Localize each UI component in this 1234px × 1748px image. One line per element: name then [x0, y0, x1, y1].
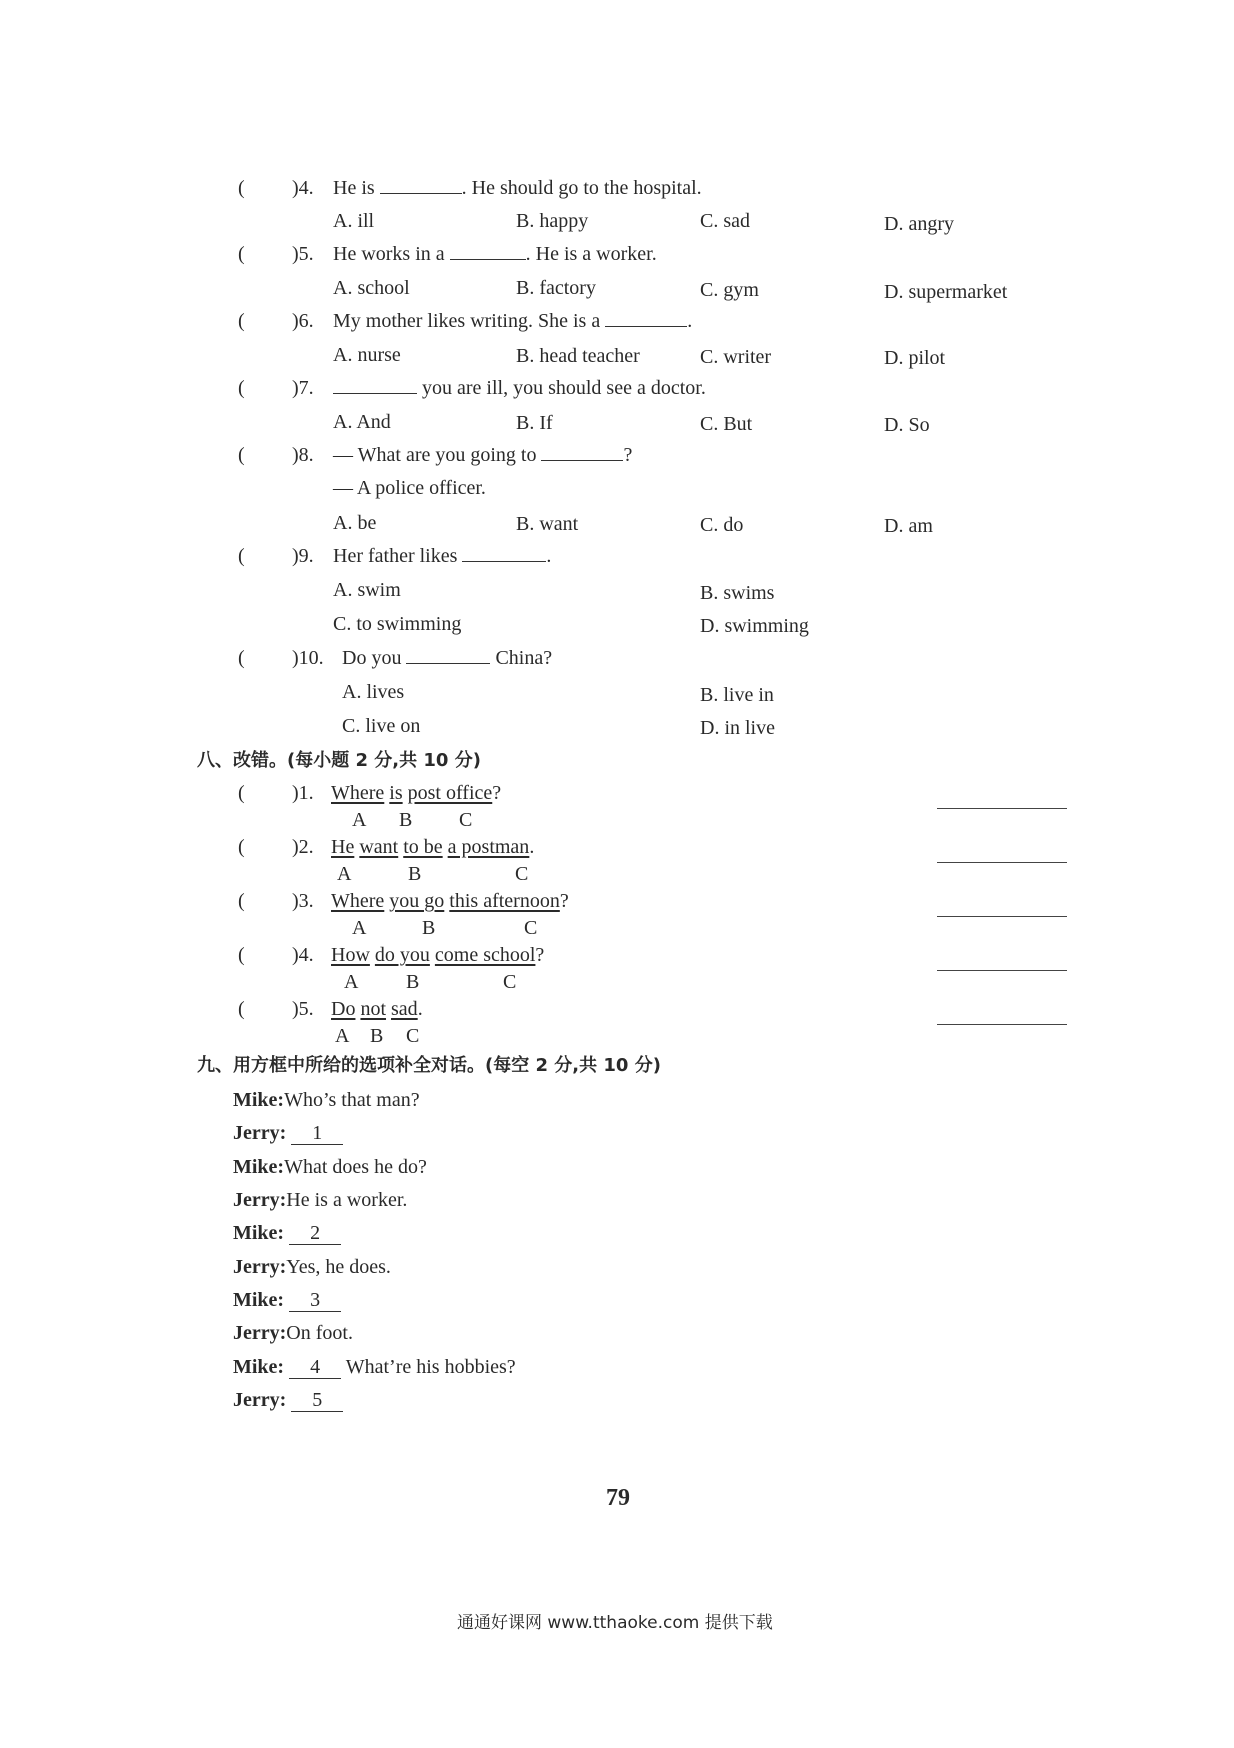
option-d: D. supermarket — [884, 281, 1008, 303]
label-b: B — [422, 917, 436, 939]
item-number: )2. — [292, 836, 314, 858]
option-b: B. live in — [700, 684, 774, 706]
option-b: B. factory — [516, 277, 596, 299]
label-a: A — [344, 971, 359, 993]
option-c: C. gym — [700, 279, 759, 301]
answer-blank — [462, 560, 546, 562]
label-b: B — [370, 1025, 384, 1047]
option-a: A. lives — [342, 681, 405, 703]
option-a: A. nurse — [333, 344, 401, 366]
dialogue-line-7: Mike: 3 — [233, 1290, 341, 1312]
item-number: )3. — [292, 890, 314, 912]
answer-blank — [380, 192, 462, 194]
option-d: D. So — [884, 414, 930, 436]
correction-answer-line[interactable] — [937, 1024, 1067, 1025]
option-d: D. angry — [884, 213, 954, 235]
question-stem: He works in a . He is a worker. — [333, 243, 657, 265]
option-b: B. want — [516, 513, 579, 535]
item-sentence: He want to be a postman. — [331, 836, 535, 858]
dialogue-blank[interactable]: 2 — [289, 1223, 341, 1245]
option-b: B. If — [516, 412, 553, 434]
option-c: C. But — [700, 413, 753, 435]
dialogue-line-2: Jerry: 1 — [233, 1123, 343, 1145]
label-c: C — [524, 917, 538, 939]
option-c: C. sad — [700, 210, 750, 232]
answer-paren[interactable]: ( — [238, 647, 245, 669]
question-number: )6. — [292, 310, 314, 332]
label-b: B — [406, 971, 420, 993]
question-stem: My mother likes writing. She is a . — [333, 310, 693, 332]
question-number: )5. — [292, 243, 314, 265]
option-d: D. in live — [700, 717, 775, 739]
label-c: C — [459, 809, 473, 831]
question-number: )4. — [292, 177, 314, 199]
answer-paren[interactable]: ( — [238, 310, 245, 332]
answer-paren[interactable]: ( — [238, 177, 245, 199]
correction-answer-line[interactable] — [937, 808, 1067, 809]
option-c: C. do — [700, 514, 744, 536]
option-a: A. swim — [333, 579, 401, 601]
answer-paren[interactable]: ( — [238, 944, 245, 966]
option-a: A. school — [333, 277, 410, 299]
question-number: )9. — [292, 545, 314, 567]
option-a: A. be — [333, 512, 377, 534]
dialogue-line-8: Jerry:On foot. — [233, 1322, 353, 1344]
item-number: )5. — [292, 998, 314, 1020]
option-b: B. head teacher — [516, 345, 640, 367]
section-heading: 八、改错。(每小题 2 分,共 10 分) — [197, 750, 481, 771]
option-b: B. swims — [700, 582, 775, 604]
dialogue-line-5: Mike: 2 — [233, 1223, 341, 1245]
answer-blank — [450, 258, 526, 260]
page-number: 79 — [606, 1485, 630, 1511]
label-a: A — [352, 809, 367, 831]
question-stem: Do you China? — [342, 647, 553, 669]
answer-blank — [605, 325, 687, 327]
option-a: A. ill — [333, 210, 375, 232]
question-number: )10. — [292, 647, 324, 669]
option-d: D. pilot — [884, 347, 946, 369]
answer-blank — [406, 662, 490, 664]
label-a: A — [335, 1025, 350, 1047]
option-d: D. swimming — [700, 615, 809, 637]
option-c: C. live on — [342, 715, 421, 737]
answer-paren[interactable]: ( — [238, 545, 245, 567]
question-number: )7. — [292, 377, 314, 399]
question-stem: — What are you going to ? — [333, 444, 633, 466]
option-a: A. And — [333, 411, 391, 433]
question-stem: He is . He should go to the hospital. — [333, 177, 702, 199]
item-number: )1. — [292, 782, 314, 804]
answer-paren[interactable]: ( — [238, 444, 245, 466]
question-stem: Her father likes . — [333, 545, 552, 567]
item-sentence: Where you go this afternoon? — [331, 890, 569, 912]
dialogue-line-3: Mike:What does he do? — [233, 1156, 427, 1178]
dialogue-blank[interactable]: 3 — [289, 1290, 341, 1312]
answer-blank — [541, 459, 623, 461]
dialogue-line-6: Jerry:Yes, he does. — [233, 1256, 391, 1278]
answer-blank — [333, 392, 417, 394]
question-response: — A police officer. — [333, 477, 486, 499]
correction-answer-line[interactable] — [937, 862, 1067, 863]
question-number: )8. — [292, 444, 314, 466]
dialogue-blank[interactable]: 4 — [289, 1357, 341, 1379]
label-a: A — [352, 917, 367, 939]
answer-paren[interactable]: ( — [238, 998, 245, 1020]
dialogue-line-4: Jerry:He is a worker. — [233, 1189, 408, 1211]
answer-paren[interactable]: ( — [238, 377, 245, 399]
label-c: C — [503, 971, 517, 993]
section-heading: 九、用方框中所给的选项补全对话。(每空 2 分,共 10 分) — [197, 1055, 661, 1076]
option-b: B. happy — [516, 210, 589, 232]
option-c: C. writer — [700, 346, 772, 368]
option-c: C. to swimming — [333, 613, 462, 635]
item-number: )4. — [292, 944, 314, 966]
correction-answer-line[interactable] — [937, 970, 1067, 971]
answer-paren[interactable]: ( — [238, 836, 245, 858]
correction-answer-line[interactable] — [937, 916, 1067, 917]
dialogue-blank[interactable]: 1 — [291, 1123, 343, 1145]
footer-credit: 通通好课网 www.tthaoke.com 提供下载 — [457, 1613, 773, 1633]
question-stem: you are ill, you should see a doctor. — [333, 378, 706, 398]
dialogue-line-9: Mike: 4 What’re his hobbies? — [233, 1356, 516, 1378]
item-sentence: How do you come school? — [331, 944, 545, 966]
label-b: B — [408, 863, 422, 885]
label-a: A — [337, 863, 352, 885]
answer-paren[interactable]: ( — [238, 243, 245, 265]
dialogue-line-1: Mike:Who’s that man? — [233, 1089, 420, 1111]
answer-paren[interactable]: ( — [238, 782, 245, 804]
option-d: D. am — [884, 515, 933, 537]
label-b: B — [399, 809, 413, 831]
item-sentence: Where is post office? — [331, 782, 502, 804]
dialogue-line-10: Jerry: 5 — [233, 1390, 343, 1412]
label-c: C — [515, 863, 529, 885]
answer-paren[interactable]: ( — [238, 890, 245, 912]
label-c: C — [406, 1025, 420, 1047]
item-sentence: Do not sad. — [331, 998, 423, 1020]
dialogue-blank[interactable]: 5 — [291, 1390, 343, 1412]
